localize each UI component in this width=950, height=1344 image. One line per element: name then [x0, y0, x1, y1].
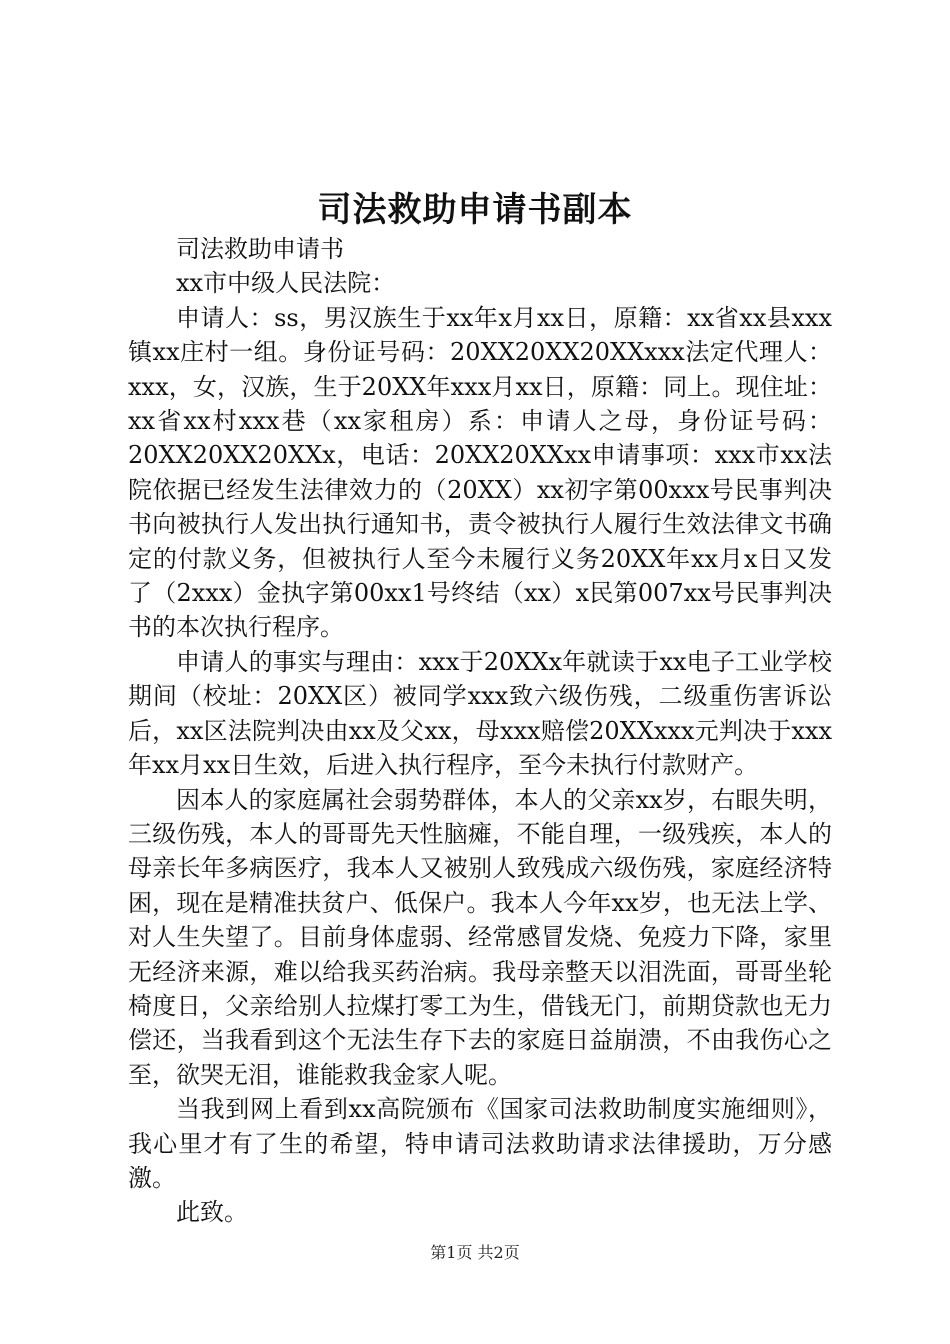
document-body: [128, 232, 832, 1230]
document-title: 司法救助申请书副本: [317, 190, 633, 230]
paragraph-addressee: xx市中级人民法院：: [176, 269, 396, 298]
paragraph-family: 因本人的家庭属社会弱势群体，本人的父亲xx岁，右眼失明，三级伤残，本人的哥哥先天性脑瘫，不能自理，一级残疾，本人的母亲长年多病医疗，我本人又被别人致残成六级伤残，家庭经济特困，现在是精准扶贫户、低保户。我本人今年xx岁，也无法上学、对人生失望了。目前身体虚弱、经常感冒发烧、免疫力下降，家里无经济来源，难以给我买药治病。我母亲整天以泪洗面，哥哥坐轮椅度日，父亲给别人拉煤打零工为生，借钱无门，前期贷款也无力偿还，当我看到这个无法生存下去的家庭日益崩溃，不由我伤心之至，欲哭无泪，谁能救我金家人呢。: [128, 785, 832, 1089]
paragraph-applicant: 申请人：ss，男汉族生于xx年x月xx日，原籍：xx省xx县xxx镇xx庄村一组。身份证号码：20XX20XX20XXxxx法定代理人：xxx，女，汉族，生于20XX年xxx月xx日，原籍：同上。现住址：xx省xx村xxx巷（xx家租房）系：申请人之母，身份证号码：20XX20XX20XXx，电话：20XX20XXxx申请事项：xxx市xx法院依据已经发生法律效力的（20XX）xx初字第00xxx号民事判决书向被执行人发出执行通知书，责令被执行人履行生效法律文书确定的付款义务，但被执行人至今未履行义务20XX年xx月x日又发了（2xxx）金执字第00xx1号终结（xx）x民第007xx号民事判决书的本次执行程序。: [128, 303, 832, 642]
paragraph-facts: 申请人的事实与理由：xxx于20XXx年就读于xx电子工业学校期间（校址：20XX区）被同学xxx致六级伤残，二级重伤害诉讼后，xx区法院判决由xx及父xx，母xxx赔偿20XXxxx元判决于xxx年xx月xx日生效，后进入执行程序，至今未执行付款财产。: [128, 647, 832, 780]
paragraph-request: 当我到网上看到xx高院颁布《国家司法救助制度实施细则》，我心里才有了生的希望，特申请司法救助请求法律援助，万分感激。: [128, 1095, 832, 1192]
paragraph-heading: 司法救助申请书: [176, 235, 344, 263]
paragraph-closing: 此致。: [176, 1198, 248, 1227]
page-footer: 第1页 共2页: [430, 1243, 520, 1262]
